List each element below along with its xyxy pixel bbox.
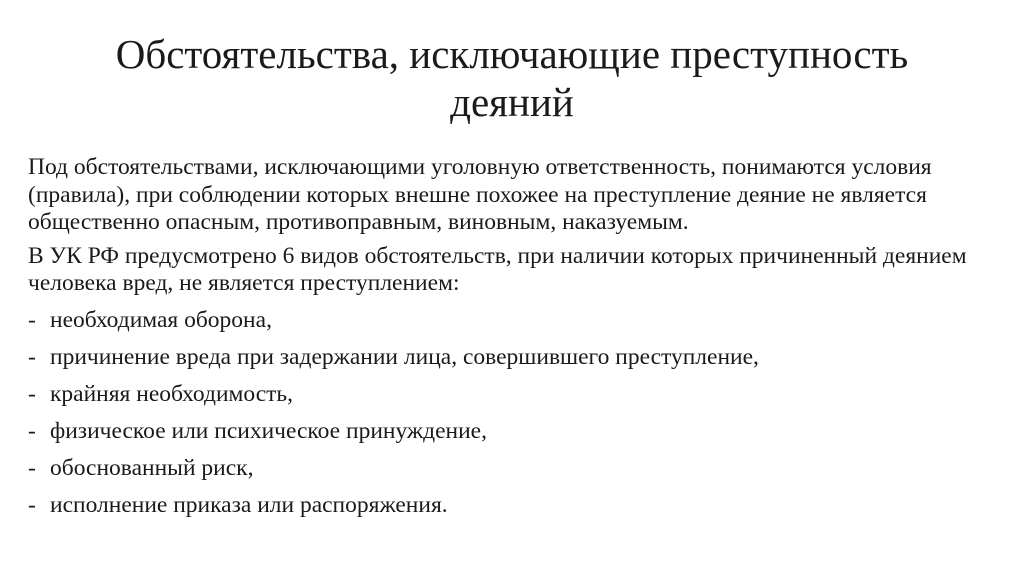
list-item-text: физическое или психическое принуждение, [50,417,487,444]
list-item-text: исполнение приказа или распоряжения. [50,491,448,518]
list-item [28,344,988,381]
list-dash: - [28,343,36,370]
list-dash: - [28,417,36,444]
list-item-text: необходимая оборона, [50,306,272,333]
list-dash: - [28,454,36,481]
list-item [28,492,988,529]
list-dash: - [28,380,36,407]
definition-paragraph: Под обстоятельствами, исключающими уголовную ответственность, понимаются условия (правила), при соблюдении которых внешне похожее на преступление деяние не является общественно опасным, противоправным, виновным, наказуемым. [28,154,932,235]
circumstances-list [28,307,988,529]
slide-title [40,30,984,126]
list-dash: - [28,306,36,333]
list-item-text: обоснованный риск, [50,454,254,481]
list-item-text: крайняя необходимость, [50,380,294,407]
list-dash: - [28,491,36,518]
list-item-text: причинение вреда при задержании лица, совершившего преступление, [50,343,759,370]
list-item [28,381,988,418]
intro-paragraph: В УК РФ предусмотрено 6 видов обстоятельств, при наличии которых причиненный деянием человека вред, не является преступлением: [28,242,967,296]
list-item [28,455,988,492]
list-item [28,418,988,455]
slide-body [28,154,988,529]
slide-title-line-1: Обстоятельства, исключающие преступность [115,31,909,77]
list-item [28,307,988,344]
slide-title-line-2: деяний [450,79,574,125]
